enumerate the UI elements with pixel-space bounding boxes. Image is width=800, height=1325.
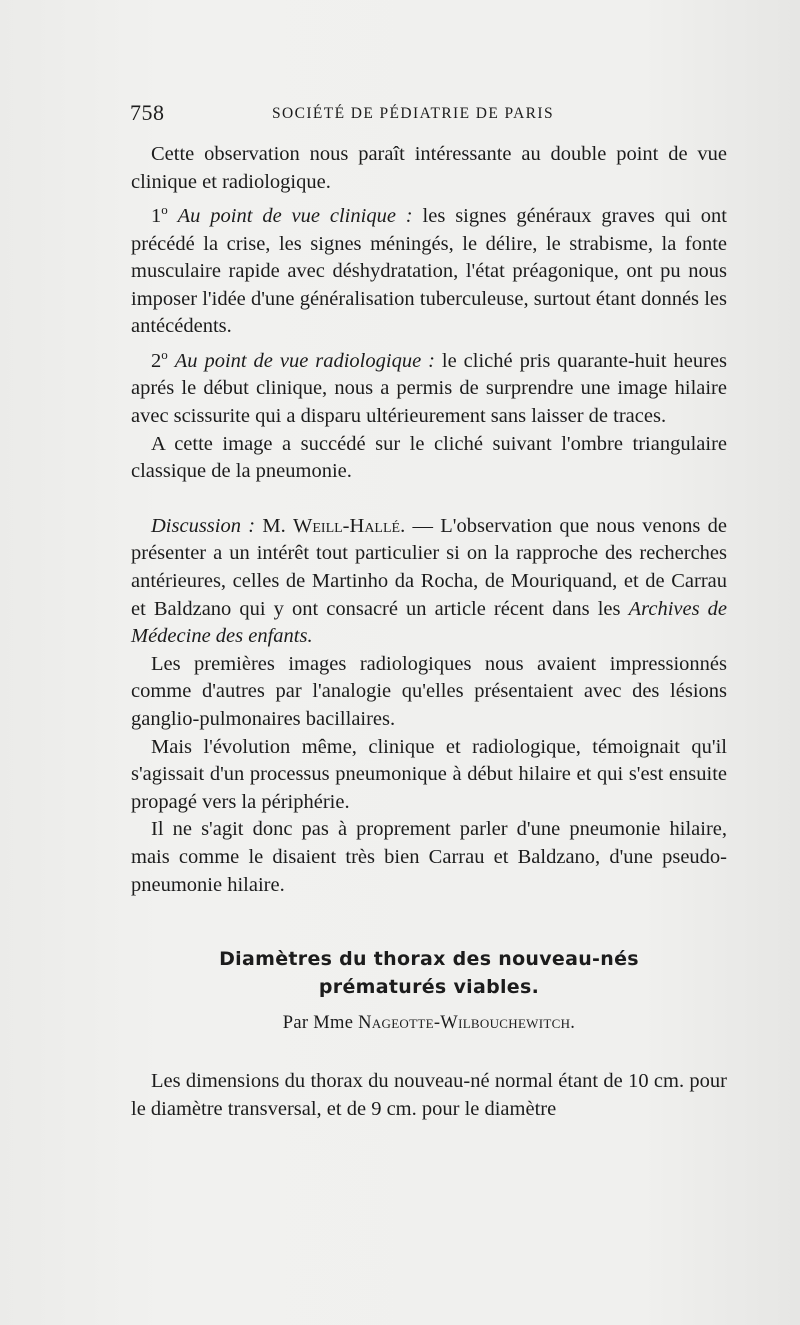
page-number: 758 xyxy=(130,100,165,125)
paragraph-intro: Cette observation nous paraît intéressante au double point de vue clinique et radiologique. xyxy=(131,143,727,193)
discussion-author-prefix: M. xyxy=(262,514,286,537)
paragraph-radiological xyxy=(131,341,727,431)
article-body xyxy=(131,1068,727,1123)
clinical-text: les signes généraux graves qui ont précédé la crise, les signes méningés, le délire, le strabisme, la fonte musculaire rapide avec déshydratation, l'état préagonique, ont pu nous imposer l'idée d'une généralisation tuberculeuse, surtout étant donnés les antécédents. xyxy=(131,205,727,338)
paragraph-images: Les premières images radiologiques nous avaient impressionnés comme d'autres par l'analogie qu'elles présentaient avec des lésions ganglio-pulmonaires bacillaires. xyxy=(131,652,727,730)
discussion-text: — L'observation que nous venons de présenter a un intérêt tout particulier si on la rapproche des recherches antérieures, celles de Martinho da Rocha, de Mouriquand, et de Carrau et Baldzano qui y ont consacré un article récent dans les xyxy=(131,514,728,620)
article-title-line-1: Diamètres du thorax des nouveau-nés xyxy=(219,948,639,970)
journal-title: Archives de Médecine des enfants. xyxy=(131,597,728,648)
body-text xyxy=(131,141,727,899)
byline-prefix: Par Mme xyxy=(282,1013,354,1033)
ordinal-marker: o xyxy=(161,202,168,218)
page-header xyxy=(130,100,730,132)
paragraph-number: 2 xyxy=(151,349,162,372)
discussion-author: Weill-Hallé. xyxy=(293,514,406,537)
paragraph-evolution: Mais l'évolution même, clinique et radiologique, témoignait qu'il s'agissait d'un processus pneumonique à début hilaire et qui s'est ensuite propagé vers la périphérie. xyxy=(131,735,727,813)
paragraph-clinical xyxy=(131,196,727,341)
discussion-label: Discussion : xyxy=(151,514,256,537)
radiological-text: le cliché pris quarante-huit heures aprés le début clinique, nous a permis de surprendre une image hilaire avec scissurite qui a disparu ultérieurement sans laisser de traces. xyxy=(131,349,728,427)
article-title xyxy=(131,945,727,1001)
paragraph-number: 1 xyxy=(151,205,162,228)
ordinal-marker: o xyxy=(161,346,168,362)
article-byline xyxy=(131,1013,727,1034)
article-intro: Les dimensions du thorax du nouveau-né normal étant de 10 cm. pour le diamètre transversal, et de 9 cm. pour le diamètre xyxy=(131,1070,727,1120)
paragraph-image: A cette image a succédé sur le cliché suivant l'ombre triangulaire classique de la pneumonie. xyxy=(131,432,727,483)
paragraph-conclusion: Il ne s'agit donc pas à proprement parler d'une pneumonie hilaire, mais comme le disaient très bien Carrau et Baldzano, d'une pseudo-pneumonie hilaire. xyxy=(131,818,727,896)
paragraph-discussion xyxy=(131,513,727,651)
radiological-heading: Au point de vue radiologique : xyxy=(174,349,435,372)
article-title-line-2: prématurés viables. xyxy=(318,976,540,998)
byline-author: Nageotte-Wilbouchewitch. xyxy=(358,1013,576,1033)
running-title: SOCIÉTÉ DE PÉDIATRIE DE PARIS xyxy=(272,105,555,122)
clinical-heading: Au point de vue clinique : xyxy=(177,205,413,228)
